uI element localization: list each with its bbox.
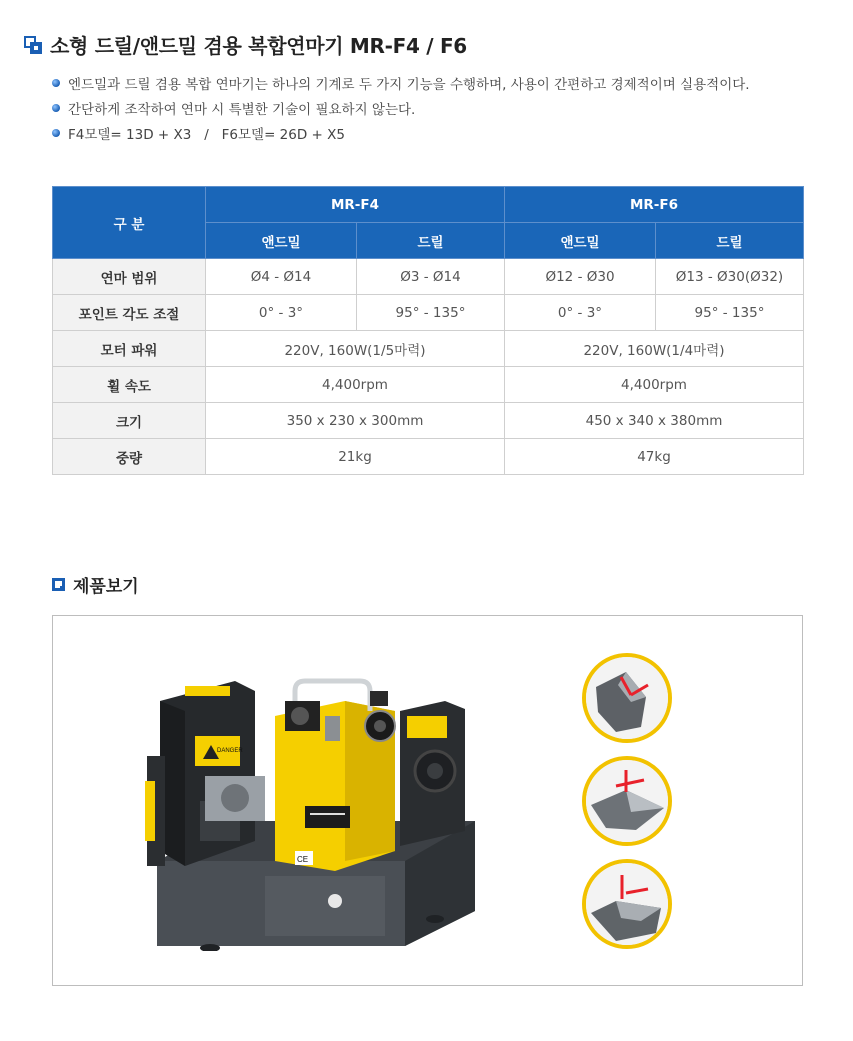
table-row <box>53 259 804 295</box>
feature-item <box>52 95 750 120</box>
row-label: 크기 <box>53 403 206 439</box>
danger-label: DANGER <box>217 748 243 754</box>
bullet-dot-icon <box>52 104 60 112</box>
table-cell: 350 x 230 x 300mm <box>206 403 505 439</box>
table-cell: 21kg <box>206 439 505 475</box>
table-cell: Ø12 - Ø30 <box>505 259 656 295</box>
feature-text: 엔드밀과 드릴 겸용 복합 연마기는 하나의 기계로 두 가지 기능을 수행하며, 사용이 간편하고 경제적이며 실용적이다. <box>68 76 750 93</box>
table-cell: 95° - 135° <box>656 295 804 331</box>
product-photo-box <box>52 615 803 986</box>
product-view-title: 제품보기 <box>73 577 139 597</box>
table-cell: 47kg <box>505 439 804 475</box>
header-sub-endmill: 앤드밀 <box>206 223 357 259</box>
table-row <box>53 331 804 367</box>
header-sub-endmill: 앤드밀 <box>505 223 656 259</box>
feature-item <box>52 70 750 95</box>
table-row <box>53 295 804 331</box>
table-cell: 4,400rpm <box>505 367 804 403</box>
row-label: 휠 속도 <box>53 367 206 403</box>
header-model-f6: MR-F6 <box>505 187 804 223</box>
table-cell: Ø3 - Ø14 <box>357 259 505 295</box>
product-view-heading <box>52 572 139 597</box>
spec-table <box>52 186 804 475</box>
row-label: 포인트 각도 조절 <box>53 295 206 331</box>
header-sub-drill: 드릴 <box>357 223 505 259</box>
table-cell: 95° - 135° <box>357 295 505 331</box>
title-squares-icon <box>24 36 42 54</box>
table-row <box>53 403 804 439</box>
bullet-dot-icon <box>52 129 60 137</box>
page-title-row <box>24 30 467 59</box>
header-category: 구 분 <box>53 187 206 259</box>
table-cell: 0° - 3° <box>505 295 656 331</box>
square-bullet-icon <box>52 578 65 591</box>
table-cell: 0° - 3° <box>206 295 357 331</box>
table-cell: 4,400rpm <box>206 367 505 403</box>
grinder-machine-image <box>145 661 475 951</box>
header-sub-drill: 드릴 <box>656 223 804 259</box>
page-title: 소형 드릴/앤드밀 겸용 복합연마기 MR-F4 / F6 <box>50 34 467 58</box>
feature-text: F4모델= 13D + X3 / F6모델= 26D + X5 <box>68 126 345 143</box>
row-label: 모터 파워 <box>53 331 206 367</box>
ce-label: CE <box>297 855 309 864</box>
feature-list <box>52 70 750 145</box>
feature-text: 간단하게 조작하여 연마 시 특별한 기술이 필요하지 않는다. <box>68 101 416 118</box>
table-cell: Ø13 - Ø30(Ø32) <box>656 259 804 295</box>
table-cell: 450 x 340 x 380mm <box>505 403 804 439</box>
table-cell: 220V, 160W(1/5마력) <box>206 331 505 367</box>
table-row <box>53 367 804 403</box>
table-cell: Ø4 - Ø14 <box>206 259 357 295</box>
drill-angle-detail-image <box>582 859 672 949</box>
feature-item <box>52 120 750 145</box>
row-label: 중량 <box>53 439 206 475</box>
table-cell: 220V, 160W(1/4마력) <box>505 331 804 367</box>
row-label: 연마 범위 <box>53 259 206 295</box>
bullet-dot-icon <box>52 79 60 87</box>
drill-tip-detail-image <box>582 756 672 846</box>
endmill-detail-image <box>582 653 672 743</box>
table-row <box>53 439 804 475</box>
header-model-f4: MR-F4 <box>206 187 505 223</box>
